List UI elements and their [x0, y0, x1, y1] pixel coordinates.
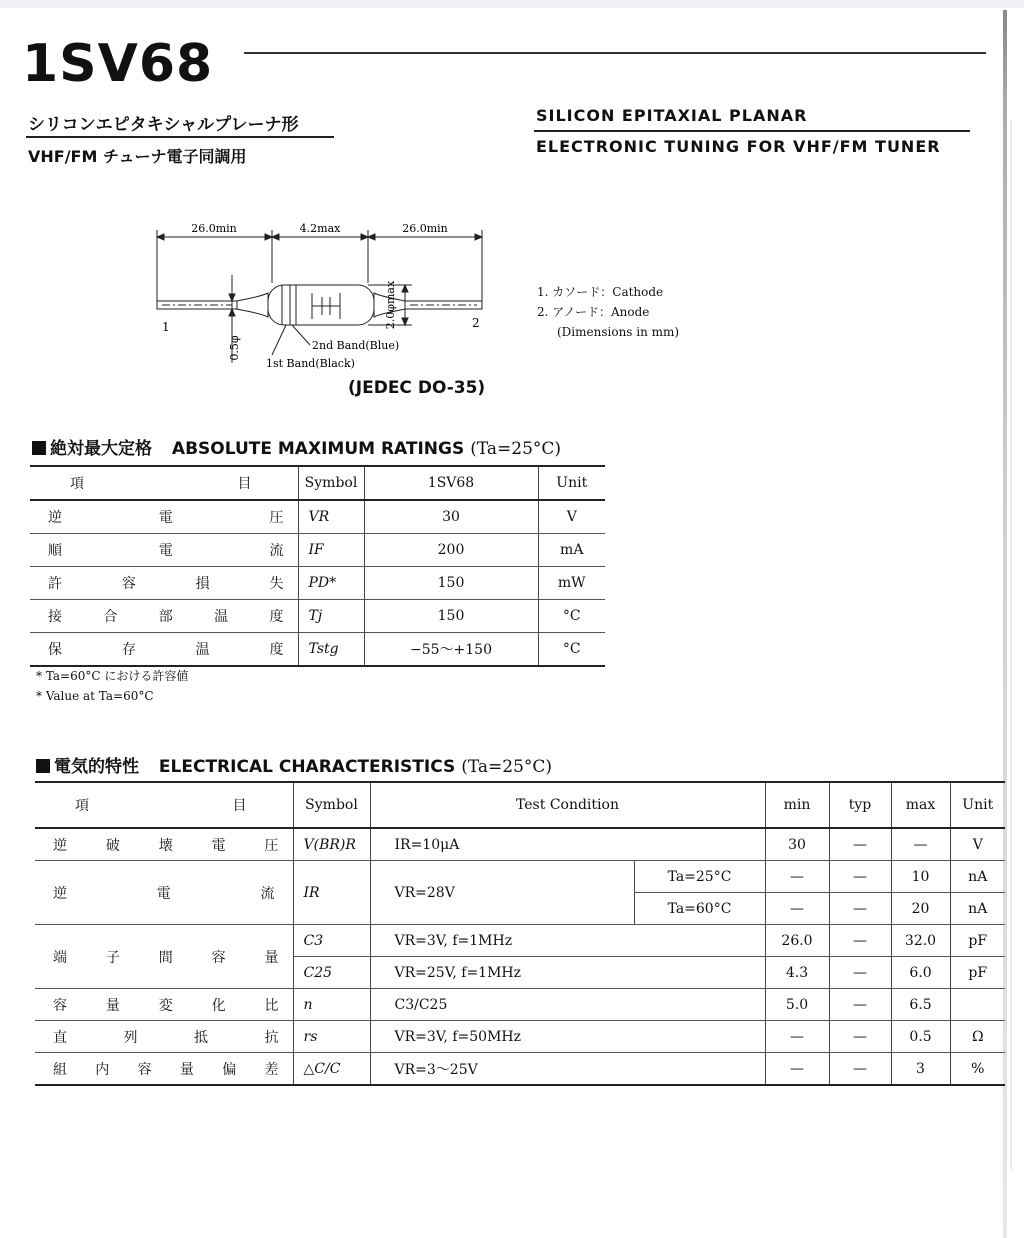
max-cell: 10 [891, 861, 950, 893]
en-description-2: ELECTRONIC TUNING FOR VHF/FM TUNER [536, 137, 941, 156]
max-cell: 32.0 [891, 925, 950, 957]
header-symbol: Symbol [298, 466, 364, 500]
table-header-row [30, 466, 605, 500]
header-value: 1SV68 [364, 466, 538, 500]
band-1-label: 1st Band(Black) [266, 357, 355, 370]
pin-2-label: 2 [472, 316, 480, 330]
max-cell: — [891, 828, 950, 861]
bullet-square-icon [36, 759, 50, 773]
condition-cell: VR=28V [370, 861, 634, 925]
symbol-cell: Tj [298, 600, 364, 633]
note-en: * Value at Ta=60°C [36, 689, 154, 703]
condition-cell: VR=3V, f=50MHz [370, 1021, 765, 1053]
elec-heading [36, 752, 552, 777]
unit-cell: °C [538, 633, 605, 667]
typ-cell: — [829, 1053, 891, 1086]
jp-description-1: シリコンエピタキシャルプレーナ形 [28, 115, 299, 135]
typ-cell: — [829, 893, 891, 925]
table-row: 接 合 部 温 度 Tj 150 °C [30, 600, 605, 633]
unit-cell: Ω [950, 1021, 1005, 1053]
condition-cell: IR=10μA [370, 828, 765, 861]
part-number-title: 1SV68 [22, 34, 214, 94]
unit-cell: pF [950, 925, 1005, 957]
symbol-cell: IF [298, 534, 364, 567]
sub-condition-cell: Ta=25°C [634, 861, 765, 893]
header-unit: Unit [538, 466, 605, 500]
jp-description-2: VHF/FM チューナ電子同調用 [28, 147, 247, 166]
package-name: (JEDEC DO-35) [348, 378, 486, 398]
typ-cell: — [829, 1021, 891, 1053]
header-item: 項 目 [30, 466, 298, 500]
condition-cell: VR=25V, f=1MHz [370, 957, 765, 989]
symbol-cell: Tstg [298, 633, 364, 667]
symbol-cell: rs [293, 1021, 370, 1053]
top-strip [0, 0, 1024, 8]
elec-char-table [35, 781, 1005, 1086]
title-rule [244, 52, 986, 54]
table-row: 逆 電 圧 VR 30 V [30, 500, 605, 534]
typ-cell: — [829, 989, 891, 1021]
min-cell: — [765, 1053, 829, 1086]
legend-dimensions: (Dimensions in mm) [557, 325, 680, 339]
max-cell: 3 [891, 1053, 950, 1086]
typ-cell: — [829, 925, 891, 957]
package-outline-diagram [150, 215, 530, 375]
sub-condition-cell: Ta=60°C [634, 893, 765, 925]
abs-max-table [30, 465, 605, 667]
table-row: 組 内 容 量 偏 差 △C/C VR=3〜25V — — 3 % [35, 1053, 1005, 1086]
unit-cell: V [538, 500, 605, 534]
symbol-cell: n [293, 989, 370, 1021]
dim-mid-label: 4.2max [299, 222, 341, 235]
header-min: min [765, 782, 829, 828]
unit-cell [950, 989, 1005, 1021]
symbol-cell: △C/C [293, 1053, 370, 1086]
min-cell: — [765, 893, 829, 925]
unit-cell: mW [538, 567, 605, 600]
min-cell: — [765, 861, 829, 893]
symbol-cell: VR [298, 500, 364, 534]
en-rule [534, 130, 970, 132]
table-row: 順 電 流 IF 200 mA [30, 534, 605, 567]
table-row: 逆 破 壊 電 圧 V(BR)R IR=10μA 30 — — V [35, 828, 1005, 861]
max-cell: 0.5 [891, 1021, 950, 1053]
header-test-condition: Test Condition [370, 782, 765, 828]
legend-anode: 2. アノード：Anode [537, 305, 650, 319]
dim-lead-label: 0.5φ [228, 335, 241, 361]
header-unit: Unit [950, 782, 1005, 828]
value-cell: 150 [364, 567, 538, 600]
page-edge-line [1010, 120, 1012, 1170]
condition-cell: C3/C25 [370, 989, 765, 1021]
pin-legend [537, 282, 679, 342]
unit-cell: V [950, 828, 1005, 861]
symbol-cell: V(BR)R [293, 828, 370, 861]
elec-condition: (Ta=25°C) [461, 757, 553, 777]
abs-max-heading [32, 434, 561, 459]
value-cell: 30 [364, 500, 538, 534]
condition-cell: VR=3V, f=1MHz [370, 925, 765, 957]
unit-cell: nA [950, 861, 1005, 893]
elec-title-en: ELECTRICAL CHARACTERISTICS [158, 757, 456, 777]
value-cell: −55〜+150 [364, 633, 538, 667]
value-cell: 200 [364, 534, 538, 567]
table-row: 許 容 損 失 PD* 150 mW [30, 567, 605, 600]
note-jp: * Ta=60°C における許容値 [36, 669, 189, 683]
unit-cell: % [950, 1053, 1005, 1086]
max-cell: 6.5 [891, 989, 950, 1021]
band-2-label: 2nd Band(Blue) [312, 339, 400, 352]
abs-max-title-en: ABSOLUTE MAXIMUM RATINGS [171, 439, 465, 459]
min-cell: 26.0 [765, 925, 829, 957]
en-description-1: SILICON EPITAXIAL PLANAR [536, 106, 808, 125]
table-row: 直 列 抵 抗 rs VR=3V, f=50MHz — — 0.5 Ω [35, 1021, 1005, 1053]
max-cell: 6.0 [891, 957, 950, 989]
table-row: 逆 電 流 IR VR=28V Ta=25°C — — 10 nA [35, 861, 1005, 893]
table-row: 容 量 変 化 比 n C3/C25 5.0 — 6.5 [35, 989, 1005, 1021]
header-symbol: Symbol [293, 782, 370, 828]
typ-cell: — [829, 828, 891, 861]
legend-cathode: 1. カソード：Cathode [537, 285, 664, 299]
symbol-cell: C3 [293, 925, 370, 957]
elec-title-jp: 電気的特性 [54, 757, 139, 777]
bullet-square-icon [32, 441, 46, 455]
condition-cell: VR=3〜25V [370, 1053, 765, 1086]
table-header-row: 項 目 Symbol Test Condition min typ max Unit [35, 782, 1005, 828]
abs-max-title-jp: 絶対最大定格 [50, 439, 152, 459]
dim-right-label: 26.0min [402, 222, 448, 235]
value-cell: 150 [364, 600, 538, 633]
header-max: max [891, 782, 950, 828]
min-cell: 30 [765, 828, 829, 861]
typ-cell: — [829, 861, 891, 893]
unit-cell: °C [538, 600, 605, 633]
min-cell: 4.3 [765, 957, 829, 989]
table-row: 保 存 温 度 Tstg −55〜+150 °C [30, 633, 605, 667]
min-cell: — [765, 1021, 829, 1053]
unit-cell: pF [950, 957, 1005, 989]
header-typ: typ [829, 782, 891, 828]
symbol-cell: IR [293, 861, 370, 925]
symbol-cell: C25 [293, 957, 370, 989]
abs-max-condition: (Ta=25°C) [470, 439, 562, 459]
jp-rule [26, 136, 334, 138]
unit-cell: mA [538, 534, 605, 567]
table-row: 端 子 間 容 量 C3 VR=3V, f=1MHz 26.0 — 32.0 pF [35, 925, 1005, 957]
symbol-cell: PD* [298, 567, 364, 600]
max-cell: 20 [891, 893, 950, 925]
unit-cell: nA [950, 893, 1005, 925]
min-cell: 5.0 [765, 989, 829, 1021]
typ-cell: — [829, 957, 891, 989]
dim-left-label: 26.0min [191, 222, 237, 235]
dim-diameter-label: 2.0φmax [384, 280, 397, 330]
pin-1-label: 1 [162, 320, 170, 334]
abs-max-notes [36, 666, 188, 706]
